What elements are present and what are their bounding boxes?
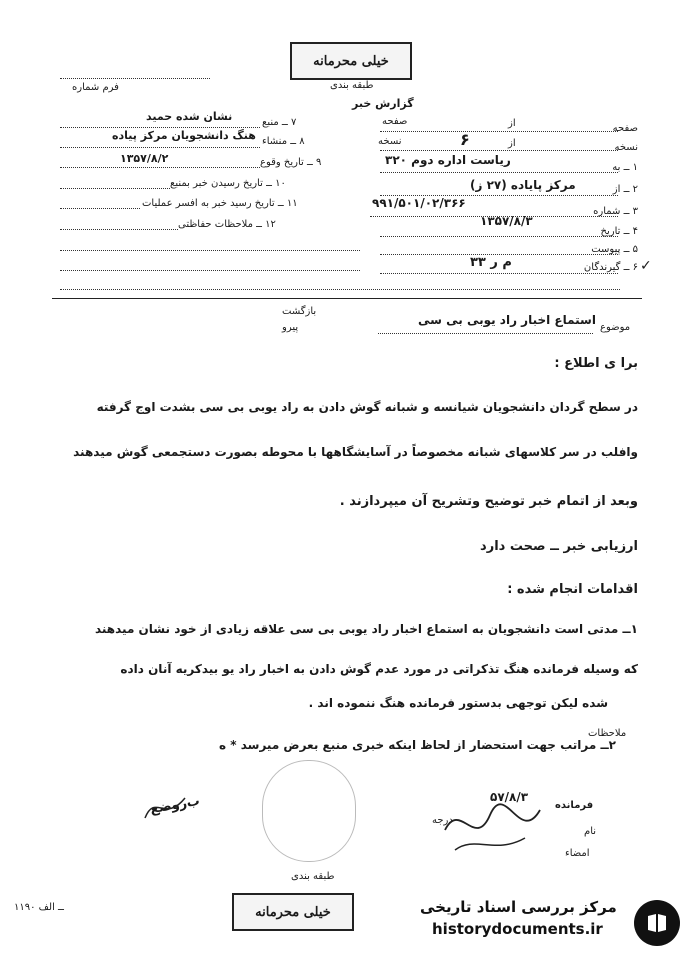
field-recipients-value: م ر ۳۳: [470, 255, 512, 270]
field-occurrence-label: ۹ ــ تاریخ وقوع: [260, 157, 322, 168]
signature-label: امضاء: [565, 848, 590, 859]
field-to-value: ریاست اداره دوم ۳۲۰: [385, 153, 511, 167]
watermark-url: historydocuments.ir: [432, 920, 603, 938]
top-classification-stamp: [290, 42, 412, 80]
rule-left-9: [60, 289, 620, 290]
margin-mark: ✓: [640, 258, 652, 274]
field-from: [613, 184, 638, 195]
field-protection-notes-label: ۱۲ ــ ملاحظات حفاظتی: [178, 219, 276, 230]
bottom-stamp-text: خیلی محرمانه: [255, 904, 331, 920]
field-origin-label: ۸ ــ منشاء: [262, 136, 305, 147]
field-source-value: نشان شده حمید: [146, 110, 233, 123]
field-protection-notes: [178, 219, 276, 230]
action-2-line: ۲ــ مراتب جهت استحضار از لحاظ اینکه خبری منبع بعرض میرسد * ه: [219, 738, 616, 752]
footer-classification-label: طبقه بندی: [291, 871, 335, 882]
rule-recipients: [380, 273, 618, 274]
back-label: بازگشت: [282, 306, 317, 317]
field-page-mid: [508, 118, 516, 129]
rule-left-1: [60, 127, 260, 128]
signature-scrawl-1: [440, 790, 550, 860]
subject-label: موضوع: [600, 322, 631, 333]
classification-label: طبقه بندی: [330, 80, 374, 91]
field-number-value: ۹۹۱/۵۰۱/۰۲/۳۶۶: [372, 196, 466, 210]
rule-left-4: [60, 188, 170, 189]
notes-label: ملاحظات: [588, 728, 627, 739]
rule-left-5: [60, 208, 140, 209]
separator-line: [52, 298, 642, 299]
round-seal-outline: [262, 760, 356, 862]
top-stamp-text: خیلی محرمانه: [313, 53, 389, 69]
rule-left-7: [60, 250, 360, 251]
field-page: [613, 123, 638, 134]
rule-left-2: [60, 147, 260, 148]
signature-scrawl-2: [140, 788, 190, 828]
field-from-value: مرکز پایاده (۲۷ ز): [470, 178, 576, 192]
rule-left-6: [60, 229, 178, 230]
field-from-label: ۲ ــ از: [612, 184, 638, 195]
field-received-ops-label: ۱۱ ــ تاریخ رسید خبر به افسر عملیات: [142, 198, 298, 209]
form-code: ۱۱۹۰ ــ الف: [14, 902, 64, 913]
action-1-line-3: شده لیکن توجهی بدستور فرمانده هنگ ننموده اند .: [308, 696, 608, 710]
field-copy-mid-text: از: [508, 138, 516, 149]
field-copy-tail: [378, 136, 402, 147]
field-source: [262, 117, 296, 128]
handwritten-date: ۵۷/۸/۳: [490, 790, 529, 804]
evaluation-line: ارزیابی خبر ــ صحت دارد: [480, 539, 638, 554]
watermark-title: مرکز بررسی اسناد تاریخی: [420, 898, 617, 916]
paragraph-1: در سطح گردان دانشجویان شیانسه و شبانه گوش دادن به راد یوبی بی سی بشدت اوج گرفته: [96, 400, 638, 414]
rule-left-8: [60, 270, 360, 271]
rule-left-3: [60, 167, 260, 168]
field-page-mid-text: از: [508, 118, 516, 129]
field-page-tail: [382, 116, 407, 127]
field-occurrence-value: ۱۳۵۷/۸/۲: [120, 152, 169, 165]
paragraph-2: وافلب در سر کلاسهای شبانه مخصوصاً در آسایشگاهها با محوطه بصورت دستجمعی گوش میدهند: [73, 445, 638, 459]
subject-value: استماع اخبار راد یوبی بی سی: [418, 313, 596, 327]
field-received-ops: [142, 198, 298, 209]
actions-title: اقدامات انجام شده :: [507, 582, 638, 597]
name-label: نام: [584, 826, 597, 837]
header-top-rule: [60, 78, 210, 79]
field-copy-label: نسخه: [614, 142, 638, 153]
follow-label: پیرو: [282, 322, 299, 333]
for-info-line: برا ی اطلاع :: [554, 356, 638, 371]
paragraph-3: وبعد از اتمام خبر توضیح وتشریح آن میپردازند .: [339, 494, 638, 509]
rule-subject: [378, 333, 593, 334]
field-copy-tail-text: نسخه: [378, 136, 402, 147]
watermark-logo-icon: [634, 900, 680, 946]
field-occurrence: [260, 157, 321, 168]
field-copy: [614, 142, 638, 153]
field-source-label: ۷ ــ منبع: [262, 117, 297, 128]
field-page-tail-text: صفحه: [382, 116, 408, 127]
field-date-label: ۴ ــ تاریخ: [600, 226, 638, 237]
field-origin-value: هنگ دانشجویان مرکز پیاده: [112, 129, 256, 142]
field-recipients-label: ۶ ــ گیرندگان: [583, 262, 638, 273]
field-received-source: [170, 178, 286, 189]
field-received-source-label: ۱۰ ــ تاریخ رسیدن خبر بمنبع: [170, 178, 286, 189]
field-origin: [262, 136, 305, 147]
field-copy-mid: [508, 138, 516, 149]
rule-copy: [380, 150, 618, 151]
action-1-line-2: که وسیله فرمانده هنگ تذکراتی در مورد عدم گوش دادن به اخبار راد یو بیدکریه آنان داده: [120, 662, 638, 676]
field-date-value: ۱۳۵۷/۸/۳: [480, 214, 533, 228]
field-attachment-label: ۵ ــ پیوست: [591, 244, 638, 255]
handwritten-signature-note: ب‌روضع: [149, 793, 202, 818]
bottom-classification-stamp: [232, 893, 354, 931]
report-title: گزارش خبر: [352, 97, 414, 110]
rule-to: [380, 172, 618, 173]
rule-date: [380, 236, 618, 237]
rank-label: درجه: [432, 815, 453, 826]
commander-label: فرمانده: [555, 800, 594, 811]
field-number-label: ۳ ــ شماره: [593, 206, 638, 217]
field-page-label: صفحه: [612, 123, 638, 134]
field-copy-value: ۶: [460, 130, 470, 149]
field-recipients: [584, 262, 638, 273]
form-number-label: فرم شماره: [72, 82, 119, 93]
rule-page: [380, 131, 618, 132]
field-to-label: ۱ ــ به: [612, 162, 638, 173]
action-1-line-1: ۱ــ مدتی است دانشجویان به استماع اخبار راد یوبی بی سی علاقه زیادی از خود نشان میدهند: [94, 622, 638, 636]
